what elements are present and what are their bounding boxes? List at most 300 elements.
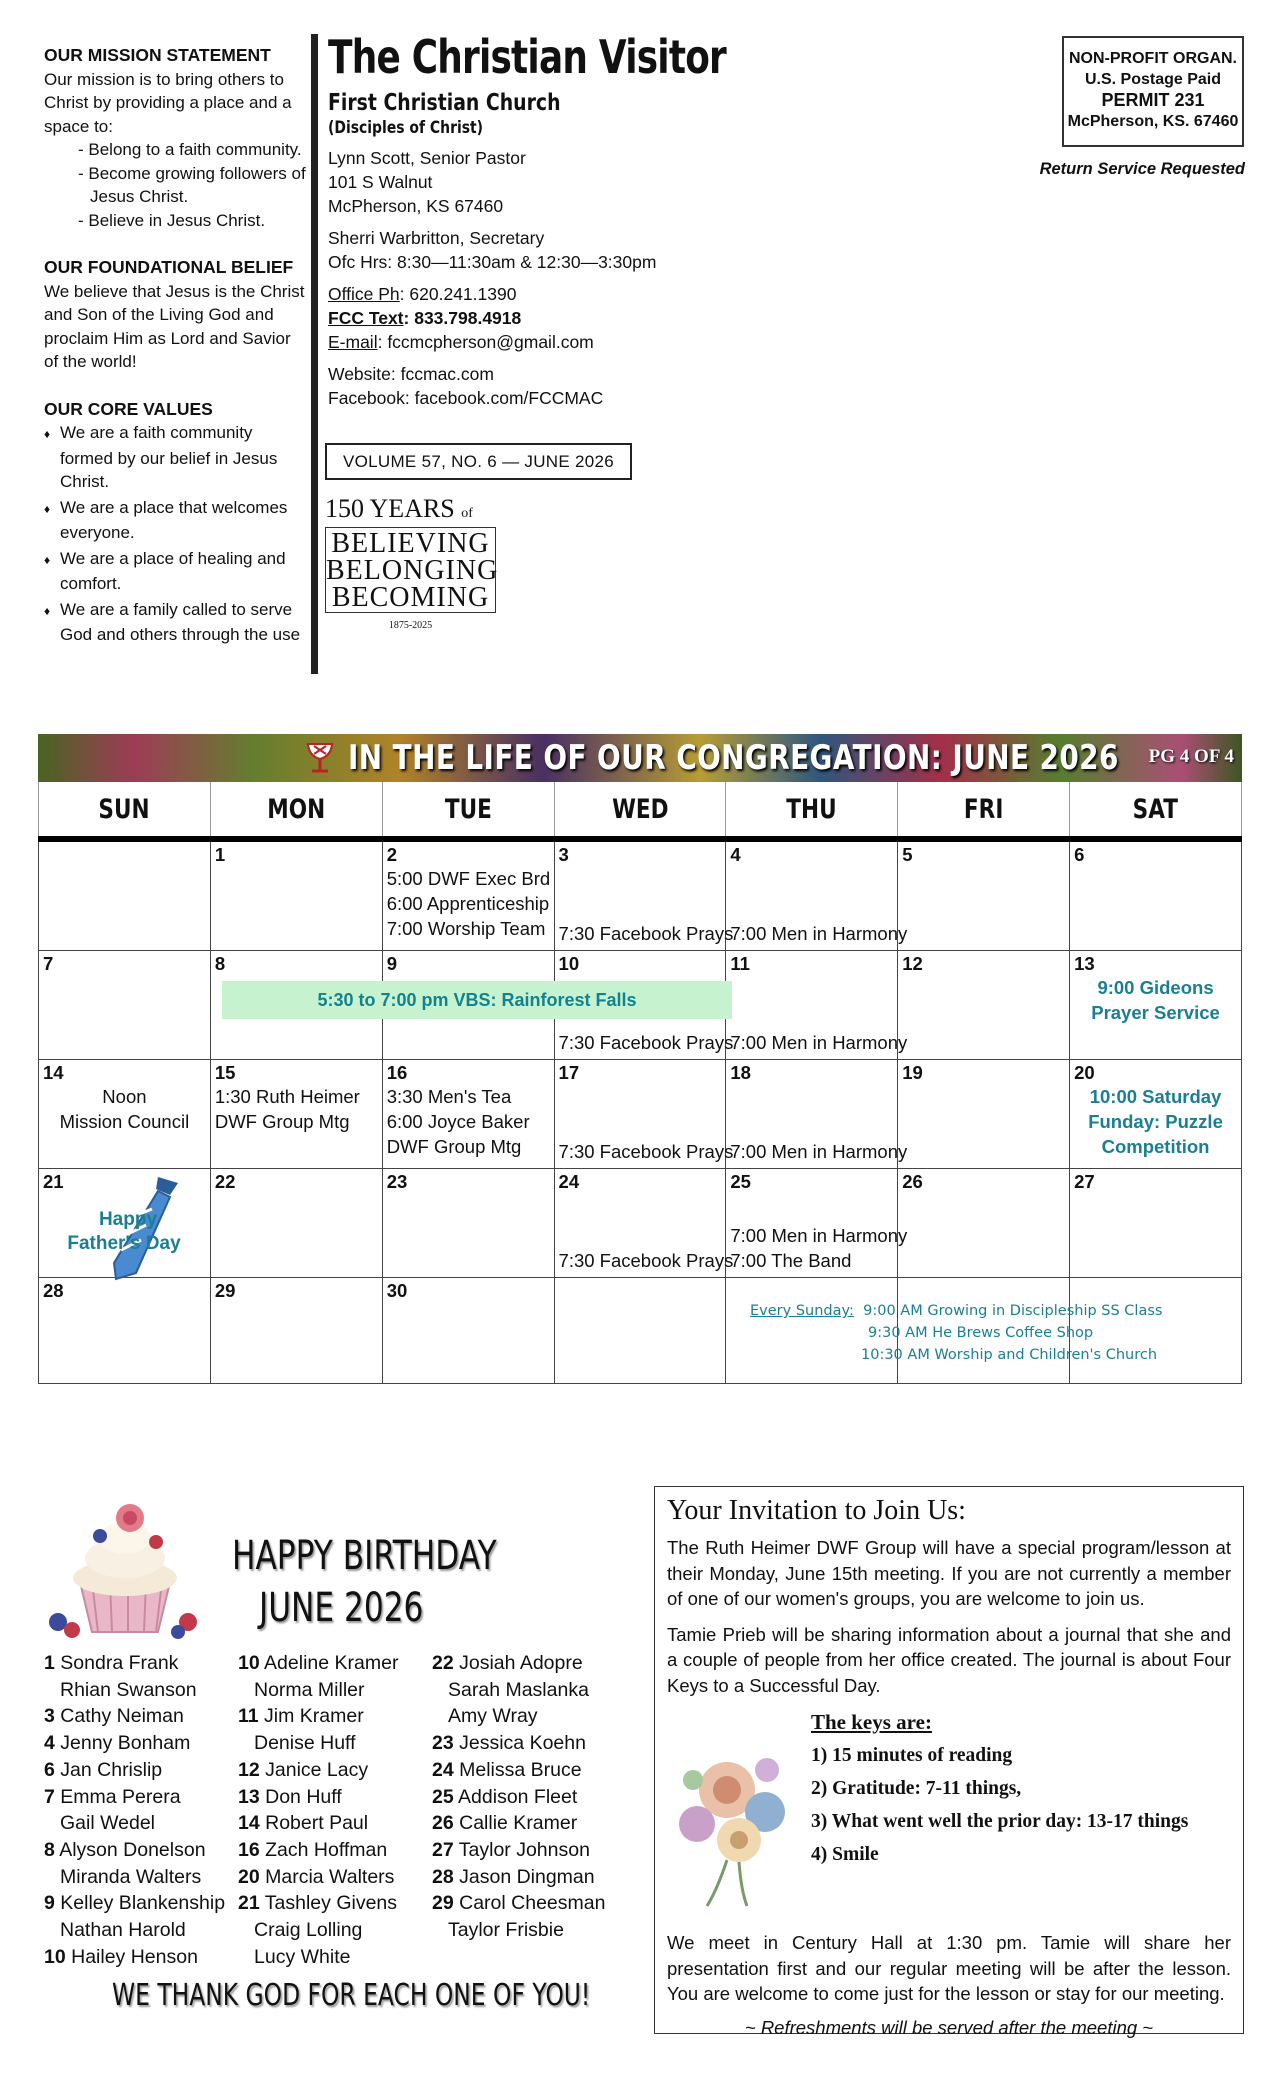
birthday-name: Lucy White bbox=[254, 1945, 351, 1968]
calendar-week bbox=[39, 1169, 1242, 1278]
mission-item: - Become growing followers of Jesus Christ. bbox=[78, 163, 306, 206]
office-phone bbox=[328, 282, 708, 306]
calendar-event: 7:30 Facebook Prays bbox=[558, 923, 734, 944]
key-item: 4) Smile bbox=[811, 1844, 879, 1865]
birthday-day: 26 bbox=[432, 1812, 454, 1835]
birthday-day: 14 bbox=[238, 1812, 260, 1835]
calendar-week bbox=[39, 1060, 1242, 1169]
values-section bbox=[44, 398, 306, 647]
return-service: Return Service Requested bbox=[1039, 160, 1245, 178]
calendar bbox=[38, 782, 1242, 1388]
day-number: 27 bbox=[1074, 1171, 1095, 1192]
calendar-day bbox=[210, 1278, 382, 1384]
calendar-day bbox=[554, 1060, 734, 1169]
calendar-special-event: 9:00 Gideons bbox=[1097, 977, 1214, 998]
calendar-day bbox=[898, 951, 1070, 1060]
invitation-paragraph-3: We meet in Century Hall at 1:30 pm. Tamie will share her presentation first and our regular meeting will be after the lesson. You are welcome to come just for the lesson or stay for our meeting. bbox=[667, 1932, 1231, 2004]
calendar-day bbox=[1070, 839, 1242, 951]
birthday-column-2 bbox=[238, 1650, 398, 1970]
weekday-sat bbox=[1070, 782, 1242, 839]
birthday-day: 28 bbox=[432, 1865, 454, 1888]
weekday-label: THU bbox=[786, 793, 837, 825]
office-phone-value[interactable]: : 620.241.1390 bbox=[399, 284, 517, 304]
values-heading: OUR CORE VALUES bbox=[44, 398, 213, 419]
calendar-event: 7:30 Facebook Prays bbox=[558, 1250, 734, 1271]
calendar-day bbox=[382, 1169, 554, 1278]
calendar-day bbox=[382, 839, 554, 951]
calendar-event-group bbox=[558, 1030, 734, 1055]
day-number: 3 bbox=[558, 844, 569, 865]
weekday-wed bbox=[554, 782, 726, 839]
birthday-entry bbox=[238, 1890, 398, 1917]
birthday-day: 7 bbox=[44, 1785, 55, 1808]
day-number: 28 bbox=[43, 1280, 64, 1301]
diamond-bullet-icon: ♦ bbox=[44, 552, 51, 567]
fathers-day-line-2: Father's Day bbox=[67, 1233, 181, 1254]
birthday-entry bbox=[44, 1650, 225, 1677]
birthday-day: 27 bbox=[432, 1838, 454, 1861]
day-number: 7 bbox=[43, 953, 54, 974]
birthday-name: Janice Lacy bbox=[265, 1758, 369, 1781]
day-number: 20 bbox=[1074, 1062, 1095, 1083]
day-number: 13 bbox=[1074, 953, 1095, 974]
birthday-entry bbox=[238, 1810, 398, 1837]
web-block bbox=[328, 362, 708, 410]
birthday-thanks: WE THANK GOD FOR EACH ONE OF YOU! bbox=[112, 1978, 591, 2013]
day-number: 25 bbox=[730, 1171, 751, 1192]
birthday-entry bbox=[44, 1810, 225, 1837]
birthday-entry bbox=[432, 1730, 605, 1757]
birthday-entry bbox=[44, 1757, 225, 1784]
birthday-name: Jim Kramer bbox=[264, 1705, 364, 1728]
day-number: 17 bbox=[558, 1062, 580, 1083]
calendar-event: 7:00 Worship Team bbox=[386, 918, 546, 939]
birthday-day: 21 bbox=[238, 1892, 260, 1915]
day-number: 30 bbox=[386, 1280, 408, 1301]
birthday-name: Cathy Neiman bbox=[60, 1705, 184, 1728]
calendar-day bbox=[382, 1060, 554, 1169]
facebook-line bbox=[328, 386, 708, 410]
birthday-day: 4 bbox=[44, 1732, 55, 1755]
calendar-day bbox=[39, 1278, 211, 1384]
birthday-entry bbox=[432, 1810, 605, 1837]
calendar-day bbox=[39, 839, 211, 951]
volume-box: VOLUME 57, NO. 6 — JUNE 2026 bbox=[325, 443, 632, 480]
weekday-label: FRI bbox=[963, 793, 1004, 825]
weekday-label: TUE bbox=[444, 793, 492, 825]
birthday-name: Denise Huff bbox=[254, 1732, 356, 1755]
text-line bbox=[328, 306, 708, 330]
invitation-paragraph-2: Tamie Prieb will be sharing information about a journal that she and a couple of people from her office created. The journal is about Four Keys to a Successful Day. bbox=[667, 1623, 1231, 1696]
birthday-name: Adeline Kramer bbox=[264, 1652, 399, 1674]
birthday-name: Melissa Bruce bbox=[459, 1758, 582, 1781]
birthday-entry bbox=[44, 1784, 225, 1811]
birthday-day: 25 bbox=[432, 1785, 454, 1808]
value-item bbox=[44, 547, 306, 596]
flower-bouquet-image bbox=[667, 1720, 805, 1910]
calendar-day bbox=[39, 1060, 211, 1169]
birthday-entry bbox=[238, 1757, 398, 1784]
key-item: 2) Gratitude: 7-11 things, bbox=[811, 1778, 1022, 1799]
sunday-item: 10:30 AM Worship and Children's Church bbox=[861, 1347, 1158, 1363]
day-number: 21 bbox=[43, 1171, 64, 1192]
office-phone-label: Office Ph bbox=[328, 284, 400, 304]
birthday-title-line-1: HAPPY BIRTHDAY bbox=[232, 1533, 497, 1579]
birthday-entry bbox=[44, 1703, 225, 1730]
anniversary-years: 150 YEARS bbox=[325, 494, 455, 523]
birthday-day: 8 bbox=[44, 1838, 55, 1861]
header-divider bbox=[311, 34, 318, 674]
day-number: 22 bbox=[214, 1171, 236, 1192]
calendar-event: 5:00 DWF Exec Brd bbox=[386, 868, 551, 889]
birthday-name: Robert Paul bbox=[265, 1812, 369, 1835]
invitation-box bbox=[654, 1486, 1244, 2038]
calendar-event-group bbox=[730, 1139, 908, 1164]
birthday-name: Sarah Maslanka bbox=[448, 1678, 589, 1701]
birthday-entry bbox=[238, 1730, 398, 1757]
weekday-label: MON bbox=[267, 793, 326, 825]
birthday-entry bbox=[432, 1784, 605, 1811]
birthday-entry bbox=[238, 1944, 398, 1971]
contact-block bbox=[328, 282, 708, 354]
day-number: 9 bbox=[386, 953, 397, 974]
anniversary-heading bbox=[325, 494, 473, 524]
value-item bbox=[44, 496, 306, 545]
value-text: We are a place of healing and comfort. bbox=[60, 548, 286, 593]
birthday-title-line-2: JUNE 2026 bbox=[258, 1585, 424, 1631]
diamond-bullet-icon: ♦ bbox=[44, 427, 51, 441]
birthday-name: Jan Chrislip bbox=[60, 1758, 163, 1781]
mission-text: Our mission is to bring others to Christ by providing a place and a space to: bbox=[44, 69, 292, 136]
birthday-entry bbox=[238, 1837, 398, 1864]
calendar-special-event: 10:00 Saturday bbox=[1089, 1086, 1222, 1107]
calendar-banner bbox=[38, 734, 1242, 782]
birthday-entry bbox=[44, 1730, 225, 1757]
keys-list bbox=[811, 1706, 1188, 1871]
invitation-title: Your Invitation to Join Us: bbox=[667, 1495, 966, 1526]
value-item bbox=[44, 421, 306, 494]
birthday-name: Zach Hoffman bbox=[265, 1838, 388, 1861]
calendar-event: 7:30 Facebook Prays bbox=[558, 1141, 734, 1162]
birthday-entry bbox=[238, 1917, 398, 1944]
calendar-special-event: Funday: Puzzle bbox=[1088, 1111, 1223, 1132]
birthday-entry bbox=[44, 1944, 225, 1971]
calendar-day bbox=[726, 1169, 908, 1278]
mission-heading: OUR MISSION STATEMENT bbox=[44, 45, 271, 65]
birthday-entry bbox=[238, 1784, 398, 1811]
birthday-entry bbox=[432, 1837, 605, 1864]
birthday-name: Rhian Swanson bbox=[60, 1678, 197, 1701]
birthday-entry bbox=[432, 1917, 605, 1944]
website-link[interactable]: Website: fccmac.com bbox=[328, 364, 494, 384]
calendar-event: Mission Council bbox=[59, 1111, 190, 1132]
anniversary-span: 1875-2025 bbox=[388, 620, 433, 631]
birthday-column-1 bbox=[44, 1650, 225, 1970]
invitation-paragraph-1: The Ruth Heimer DWF Group will have a special program/lesson at their Monday, June 15th meeting. If you are not currently a member of one of our women's groups, you are welcome to join us. bbox=[667, 1537, 1231, 1609]
birthday-name: Taylor Frisbie bbox=[448, 1919, 564, 1942]
birthday-name: Emma Perera bbox=[60, 1785, 181, 1808]
day-number: 5 bbox=[902, 844, 913, 865]
anniversary-of: of bbox=[461, 506, 473, 521]
birthday-day: 23 bbox=[432, 1732, 454, 1755]
calendar-week bbox=[39, 839, 1242, 951]
day-number: 29 bbox=[214, 1280, 236, 1301]
weekday-thu bbox=[726, 782, 898, 839]
day-number: 15 bbox=[214, 1062, 236, 1083]
calendar-event: 1:30 Ruth Heimer bbox=[214, 1086, 360, 1107]
mission-section bbox=[44, 44, 306, 232]
value-text: We are a place that welcomes everyone. bbox=[60, 497, 288, 542]
secretary: Sherri Warbritton, Secretary bbox=[328, 228, 545, 248]
logo-line: BELONGING bbox=[326, 555, 499, 586]
calendar-event-group bbox=[730, 1030, 908, 1055]
pastor: Lynn Scott, Senior Pastor bbox=[328, 148, 526, 168]
pastor-block bbox=[328, 146, 708, 218]
birthday-name: Don Huff bbox=[265, 1785, 342, 1808]
calendar-day bbox=[39, 951, 211, 1060]
birthday-entry bbox=[44, 1837, 225, 1864]
birthday-entry bbox=[238, 1703, 398, 1730]
value-item bbox=[44, 598, 306, 647]
birthday-entry bbox=[238, 1677, 398, 1704]
day-number: 11 bbox=[730, 953, 750, 974]
address-line-2: McPherson, KS 67460 bbox=[328, 196, 504, 216]
denomination: (Disciples of Christ) bbox=[328, 118, 484, 138]
birthday-entry bbox=[238, 1864, 398, 1891]
calendar-event-group bbox=[558, 921, 734, 946]
calendar-event: 6:00 Apprenticeship bbox=[386, 893, 550, 914]
birthday-entry bbox=[44, 1677, 225, 1704]
logo-line: BECOMING bbox=[331, 582, 490, 613]
mission-item: - Belong to a faith community. bbox=[78, 140, 302, 159]
calendar-day bbox=[554, 839, 734, 951]
birthday-entry bbox=[44, 1890, 225, 1917]
weekday-sun bbox=[39, 782, 211, 839]
key-item: 3) What went well the prior day: 13-17 things bbox=[811, 1811, 1189, 1832]
calendar-event: 7:00 Men in Harmony bbox=[730, 1032, 908, 1053]
calendar-special-event: Competition bbox=[1101, 1136, 1210, 1157]
day-number: 2 bbox=[386, 844, 397, 865]
birthday-name: Taylor Johnson bbox=[458, 1838, 590, 1861]
keys-section bbox=[667, 1708, 1231, 1930]
birthday-day: 20 bbox=[238, 1865, 260, 1888]
calendar-day bbox=[1070, 1169, 1242, 1278]
calendar-day bbox=[726, 951, 908, 1060]
diamond-bullet-icon: ♦ bbox=[44, 501, 51, 516]
calendar-grid bbox=[38, 782, 1242, 1384]
birthday-name: Kelley Blankenship bbox=[60, 1892, 226, 1915]
birthday-entry bbox=[432, 1890, 605, 1917]
calendar-event: 6:00 Joyce Baker bbox=[386, 1111, 530, 1132]
birthday-name: Norma Miller bbox=[254, 1678, 365, 1701]
calendar-event: Noon bbox=[102, 1086, 147, 1107]
belief-heading: OUR FOUNDATIONAL BELIEF bbox=[44, 257, 294, 277]
birthday-name: Callie Kramer bbox=[459, 1812, 578, 1835]
birthday-name: Tashley Givens bbox=[264, 1892, 398, 1915]
key-item: 1) 15 minutes of reading bbox=[811, 1745, 1013, 1766]
calendar-day bbox=[726, 1060, 908, 1169]
cupcake-image bbox=[40, 1482, 210, 1642]
birthday-day: 12 bbox=[238, 1758, 260, 1781]
birthday-name: Hailey Henson bbox=[71, 1945, 198, 1968]
address-line-1: 101 S Walnut bbox=[328, 172, 433, 192]
mission-list bbox=[44, 138, 306, 232]
chalice-icon bbox=[302, 740, 338, 776]
every-sunday-label: Every Sunday: bbox=[750, 1303, 854, 1319]
birthday-column-3 bbox=[432, 1650, 605, 1944]
secretary-block bbox=[328, 226, 708, 274]
postage-line: McPherson, KS. 67460 bbox=[1067, 113, 1239, 130]
text-value[interactable]: : 833.798.4918 bbox=[403, 308, 522, 328]
mission-item: - Believe in Jesus Christ. bbox=[78, 210, 266, 230]
birthday-name: Jenny Bonham bbox=[60, 1732, 191, 1755]
day-number: 10 bbox=[558, 953, 580, 974]
calendar-event-group bbox=[558, 1139, 734, 1164]
day-number: 4 bbox=[730, 844, 741, 865]
postage-line: NON-PROFIT ORGAN. bbox=[1069, 50, 1237, 67]
birthday-day: 24 bbox=[432, 1758, 454, 1781]
sunday-item: 9:00 AM Growing in Discipleship SS Class bbox=[863, 1303, 1163, 1319]
newsletter-title: The Christian Visitor bbox=[328, 30, 726, 84]
birthday-entry bbox=[432, 1677, 605, 1704]
birthday-name: Carol Cheesman bbox=[459, 1892, 606, 1915]
facebook-link[interactable]: : facebook.com/FCCMAC bbox=[404, 388, 604, 408]
birthday-name: Sondra Frank bbox=[60, 1652, 179, 1674]
calendar-event: 7:30 Facebook Prays bbox=[558, 1032, 734, 1053]
birthday-title bbox=[232, 1530, 497, 1634]
office-hours: Ofc Hrs: 8:30—11:30am & 12:30—3:30pm bbox=[328, 252, 657, 272]
belief-section bbox=[44, 256, 306, 374]
weekday-fri bbox=[898, 782, 1070, 839]
day-number: 1 bbox=[214, 844, 226, 865]
birthday-name: Alyson Donelson bbox=[59, 1838, 206, 1861]
calendar-event-group bbox=[730, 921, 908, 946]
left-column bbox=[44, 44, 306, 649]
birthday-entry bbox=[432, 1757, 605, 1784]
calendar-special-event: Prayer Service bbox=[1091, 1002, 1220, 1023]
birthday-day: 10 bbox=[44, 1945, 66, 1968]
day-number: 12 bbox=[902, 953, 923, 974]
email-label: E-mail bbox=[328, 332, 378, 352]
weekday-label: SUN bbox=[98, 793, 151, 825]
facebook-label: Facebook bbox=[328, 388, 405, 408]
calendar-day bbox=[210, 1060, 382, 1169]
birthday-name: Nathan Harold bbox=[60, 1919, 186, 1942]
birthday-day: 22 bbox=[432, 1652, 454, 1674]
sunday-item: 9:30 AM He Brews Coffee Shop bbox=[868, 1325, 1094, 1341]
calendar-day bbox=[554, 1278, 726, 1384]
birthday-entry bbox=[44, 1917, 225, 1944]
birthday-entry bbox=[432, 1650, 605, 1677]
day-number: 8 bbox=[214, 953, 226, 974]
birthday-day: 9 bbox=[44, 1892, 55, 1915]
value-text: We are a family called to serve God and others through the use bbox=[60, 599, 301, 644]
birthday-name: Addison Fleet bbox=[458, 1785, 578, 1808]
day-number: 16 bbox=[386, 1062, 408, 1083]
birthday-name: Amy Wray bbox=[448, 1705, 538, 1728]
postage-line: U.S. Postage Paid bbox=[1084, 71, 1222, 88]
weekday-header bbox=[39, 782, 1242, 839]
calendar-day bbox=[898, 839, 1070, 951]
anniversary-logo bbox=[325, 527, 499, 613]
day-number: 6 bbox=[1074, 844, 1085, 865]
birthday-day: 1 bbox=[44, 1652, 55, 1674]
weekday-tue bbox=[382, 782, 554, 839]
every-sunday-note bbox=[750, 1300, 1250, 1366]
birthday-name: Gail Wedel bbox=[60, 1812, 156, 1835]
calendar-event-group bbox=[558, 1248, 734, 1273]
day-number: 14 bbox=[43, 1062, 64, 1083]
fathers-day-graphic bbox=[66, 1175, 196, 1285]
text-label: FCC Text bbox=[328, 308, 404, 328]
birthday-day: 10 bbox=[238, 1652, 260, 1674]
birthday-day: 6 bbox=[44, 1758, 55, 1781]
calendar-event: DWF Group Mtg bbox=[214, 1111, 350, 1132]
birthday-name: Jessica Koehn bbox=[459, 1732, 586, 1755]
postage-line: PERMIT 231 bbox=[1101, 90, 1205, 110]
day-number: 26 bbox=[902, 1171, 923, 1192]
birthday-day: 29 bbox=[432, 1892, 454, 1915]
birthday-name: Miranda Walters bbox=[60, 1865, 202, 1888]
calendar-day bbox=[554, 1169, 734, 1278]
weekday-label: WED bbox=[611, 793, 669, 825]
birthday-name: Craig Lolling bbox=[254, 1919, 363, 1942]
email-line bbox=[328, 330, 708, 354]
vbs-event: 5:30 to 7:00 pm VBS: Rainforest Falls bbox=[222, 981, 732, 1019]
day-number: 24 bbox=[558, 1171, 580, 1192]
weekday-label: SAT bbox=[1132, 793, 1179, 825]
calendar-event: 7:00 Men in Harmony bbox=[730, 1141, 908, 1162]
calendar-day bbox=[898, 1169, 1070, 1278]
birthday-entry bbox=[432, 1864, 605, 1891]
birthday-entry bbox=[44, 1864, 225, 1891]
birthday-name: Marcia Walters bbox=[265, 1865, 395, 1888]
church-name: First Christian Church bbox=[328, 90, 561, 116]
calendar-event: DWF Group Mtg bbox=[386, 1136, 522, 1157]
day-number: 18 bbox=[730, 1062, 751, 1083]
email-value[interactable]: : fccmcpherson@gmail.com bbox=[377, 332, 594, 352]
day-number: 19 bbox=[902, 1062, 923, 1083]
keys-title: The keys are: bbox=[811, 1710, 932, 1734]
values-list bbox=[44, 421, 306, 647]
calendar-day bbox=[898, 1060, 1070, 1169]
weekday-mon bbox=[210, 782, 382, 839]
calendar-day bbox=[1070, 951, 1242, 1060]
day-number: 23 bbox=[386, 1171, 408, 1192]
calendar-event: 7:00 Men in Harmony bbox=[730, 923, 908, 944]
page-number: PG 4 OF 4 bbox=[1148, 746, 1234, 767]
diamond-bullet-icon: ♦ bbox=[44, 603, 51, 618]
calendar-day bbox=[1070, 1060, 1242, 1169]
birthday-day: 11 bbox=[238, 1705, 259, 1728]
birthday-name: Josiah Adopre bbox=[459, 1652, 583, 1674]
postage-indicia bbox=[1062, 36, 1244, 147]
birthday-name: Jason Dingman bbox=[459, 1865, 595, 1888]
birthday-day: 3 bbox=[44, 1705, 55, 1728]
birthday-day: 13 bbox=[238, 1785, 260, 1808]
calendar-day bbox=[210, 1169, 382, 1278]
calendar-event: 3:30 Men's Tea bbox=[386, 1086, 512, 1107]
refreshments-note: ~ Refreshments will be served after the meeting ~ bbox=[744, 2016, 1154, 2038]
belief-text: We believe that Jesus is the Christ and Son of the Living God and proclaim Him as Lord and Savior of the world! bbox=[44, 281, 305, 371]
masthead bbox=[328, 30, 726, 410]
birthday-entry bbox=[238, 1650, 398, 1677]
calendar-event-group bbox=[730, 1223, 908, 1273]
calendar-event: 7:00 Men in Harmony bbox=[730, 1225, 908, 1246]
calendar-day bbox=[382, 1278, 554, 1384]
birthday-entry bbox=[432, 1703, 605, 1730]
value-text: We are a faith community formed by our belief in Jesus Christ. bbox=[60, 423, 278, 491]
